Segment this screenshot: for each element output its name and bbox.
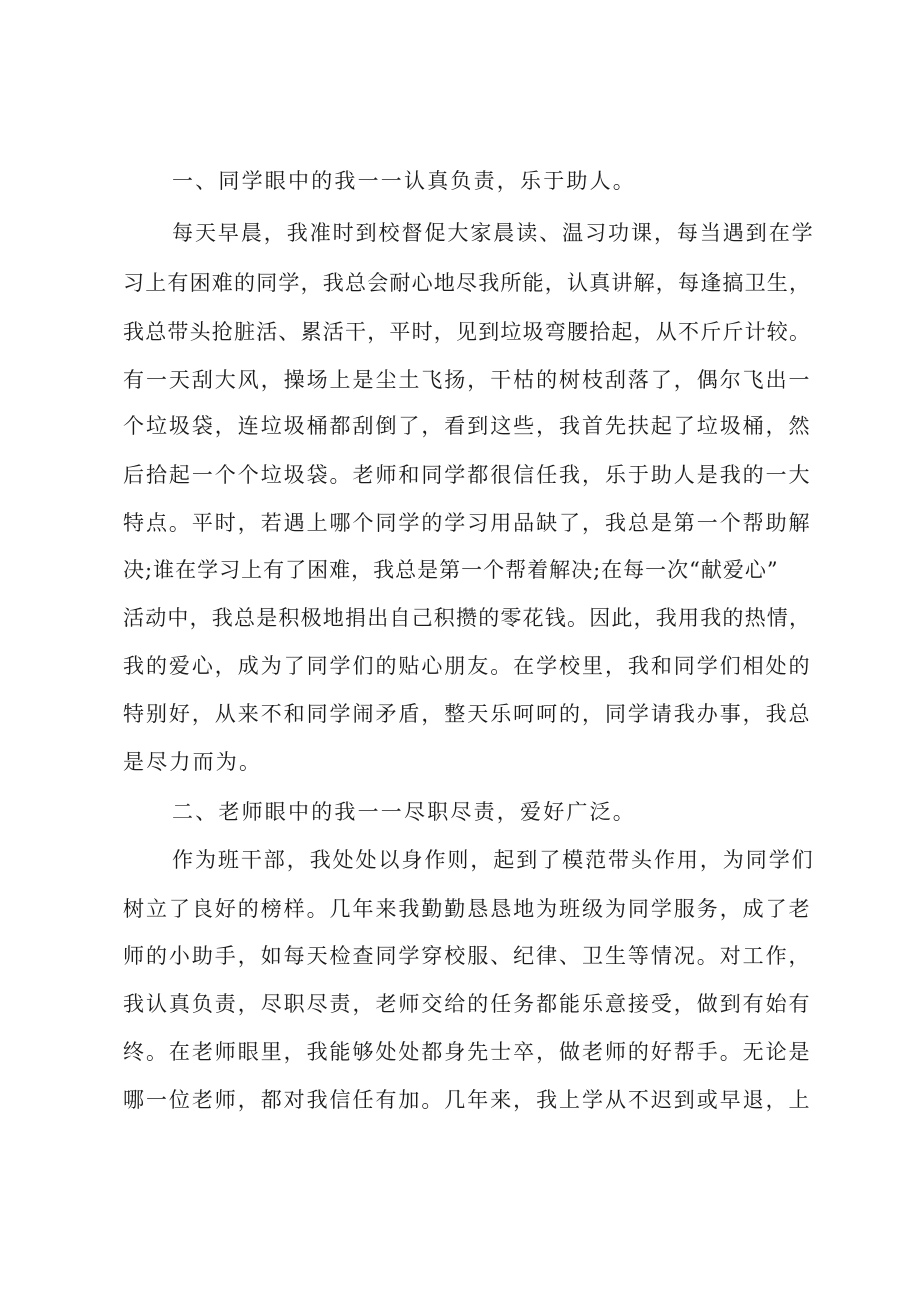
- paragraph-line: 决;谁在学习上有了困难，我总是第一个帮着解决;在每一次“献爱心”: [123, 558, 779, 582]
- paragraph-line: 我认真负责，尽职尽责，老师交给的任务都能乐意接受，做到有始有: [123, 992, 812, 1016]
- paragraph-line: 树立了良好的榜样。几年来我勤勤恳恳地为班级为同学服务，成了老: [123, 897, 812, 921]
- paragraph-line: 个垃圾袋，连垃圾桶都刮倒了，看到这些，我首先扶起了垃圾桶，然: [123, 414, 812, 438]
- paragraph-line: 哪一位老师，都对我信任有加。几年来，我上学从不迟到或早退，上: [123, 1088, 812, 1112]
- paragraph-line: 习上有困难的同学，我总会耐心地尽我所能，认真讲解，每逢搞卫生，: [123, 271, 812, 295]
- paragraph-line: 是尽力而为。: [123, 750, 263, 774]
- paragraph-line: 我的爱心，成为了同学们的贴心朋友。在学校里，我和同学们相处的: [123, 654, 812, 678]
- paragraph-line: 有一天刮大风，操场上是尘土飞扬，干枯的树枝刮落了，偶尔飞出一: [123, 368, 812, 392]
- paragraph-line: 师的小助手，如每天检查同学穿校服、纪律、卫生等情况。对工作，: [123, 944, 812, 968]
- paragraph-line: 我总带头抢脏活、累活干，平时，见到垃圾弯腰拾起，从不斤斤计较。: [123, 320, 812, 344]
- paragraph-line: 后拾起一个个垃圾袋。老师和同学都很信任我，乐于助人是我的一大: [123, 463, 812, 487]
- paragraph-line: 特别好，从来不和同学闹矛盾，整天乐呵呵的，同学请我办事，我总: [123, 702, 812, 726]
- paragraph-line: 作为班干部，我处处以身作则，起到了模范带头作用，为同学们: [172, 848, 815, 872]
- section1-heading: 一、同学眼中的我一一认真负责，乐于助人。: [172, 169, 636, 193]
- paragraph-line: 特点。平时，若遇上哪个同学的学习用品缺了，我总是第一个帮助解: [123, 511, 812, 535]
- paragraph-line: 终。在老师眼里，我能够处处都身先士卒，做老师的好帮手。无论是: [123, 1040, 812, 1064]
- paragraph-line: 活动中，我总是积极地捐出自己积攒的零花钱。因此，我用我的热情，: [123, 606, 812, 630]
- section2-heading: 二、老师眼中的我一一尽职尽责，爱好广泛。: [172, 800, 636, 824]
- paragraph-line: 每天早晨，我准时到校督促大家晨读、温习功课，每当遇到在学: [172, 221, 815, 245]
